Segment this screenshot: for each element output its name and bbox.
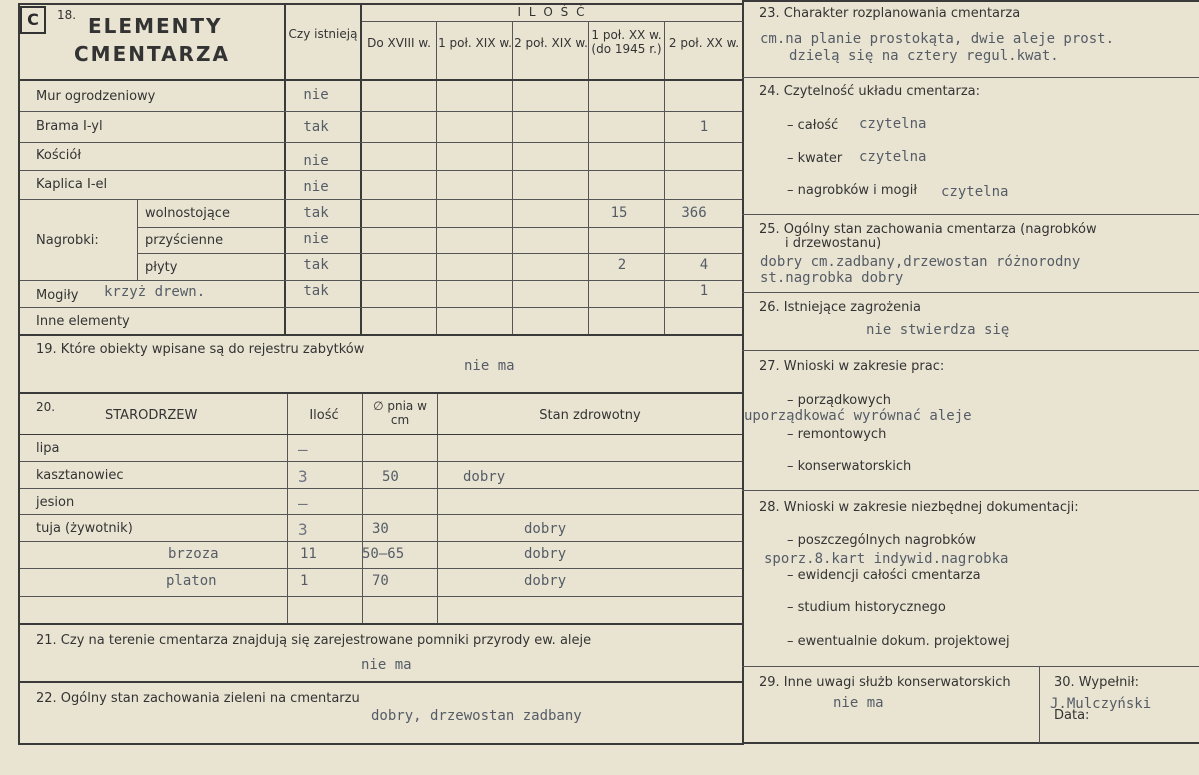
period-col-3: 2 poł. XIX w.	[514, 36, 588, 50]
q25-label2: i drzewostanu)	[785, 236, 882, 251]
q27-item-porzadkowych: – porządkowych	[787, 393, 891, 408]
qty-wolno-xx1: 15	[610, 205, 628, 221]
exists-przyscienne: nie	[303, 231, 329, 247]
q26-answer: nie stwierdza się	[866, 322, 1010, 338]
q28-label: 28. Wnioski w zakresie niezbędnej dokumentacji:	[759, 500, 1079, 515]
q27-item-remontowych: – remontowych	[787, 427, 887, 442]
q28-item-studium: – studium historycznego	[787, 600, 946, 615]
exists-kaplica: nie	[303, 179, 329, 195]
q23-line2: dzielą się na cztery regul.kwat.	[789, 48, 1059, 64]
section-c-marker: C	[20, 6, 46, 34]
exists-wolnostojace: tak	[303, 205, 329, 221]
col-exists-header: Czy istnieją	[288, 27, 358, 41]
row-label-inne: Inne elementy	[36, 314, 130, 329]
q29-label: 29. Inne uwagi służb konserwatorskich	[759, 675, 1011, 690]
q24-answer-nagrobkow: czytelna	[941, 184, 1009, 200]
q24-label: 24. Czytelność układu cmentarza:	[759, 84, 981, 99]
tree-tuja-count: 3	[298, 520, 308, 539]
tree-jesion: jesion	[36, 495, 75, 510]
q30-label: 30. Wypełnił:	[1054, 675, 1139, 690]
exists-mur: nie	[303, 87, 329, 103]
q19-answer: nie ma	[464, 358, 515, 374]
tree-brzoza: brzoza	[168, 546, 219, 562]
qty-wolno-xx2: 366	[681, 205, 707, 221]
section-number: 18.	[57, 8, 77, 22]
tree-platon-diam: 70	[372, 573, 389, 589]
qty-plyty-xx1: 2	[617, 257, 627, 273]
q28-item-projektowej: – ewentualnie dokum. projektowej	[787, 634, 1010, 649]
q22-label: 22. Ogólny stan zachowania zieleni na cmentarzu	[36, 691, 360, 706]
q20-col-diam: ∅ pnia w cm	[373, 399, 427, 427]
qty-mogily-xx2: 1	[699, 283, 709, 299]
q20-col-count: Ilość	[309, 408, 339, 423]
tree-jesion-count: –	[298, 494, 308, 513]
q19-label: 19. Które obiekty wpisane są do rejestru zabytków	[36, 342, 365, 357]
row-label-brama: Brama I-yl	[36, 119, 103, 134]
exists-kosciol: nie	[303, 153, 329, 169]
title-line2: CMENTARZA	[74, 42, 230, 66]
row-label-wolnostojace: wolnostojące	[145, 206, 230, 221]
row-label-przyscienne: przyścienne	[145, 233, 224, 248]
q24-item-calosc: – całość	[787, 118, 839, 133]
q28-answer: sporz.8.kart indywid.nagrobka	[764, 551, 1009, 567]
q27-label: 27. Wnioski w zakresie prac:	[759, 359, 945, 374]
row-label-plyty: płyty	[145, 260, 178, 275]
tree-lipa: lipa	[36, 441, 60, 456]
tree-brzoza-diam: 50–65	[362, 546, 405, 562]
period-col-1: Do XVIII w.	[367, 36, 431, 50]
q27-answer: uporządkować wyrównać aleje	[744, 408, 972, 424]
q20-number: 20.	[36, 400, 56, 414]
q24-answer-calosc: czytelna	[859, 116, 927, 132]
tree-kasztanowiec-diam: 50	[382, 469, 399, 485]
q24-answer-kwater: czytelna	[859, 149, 927, 165]
tree-kasztanowiec-health: dobry	[463, 469, 506, 485]
row-label-kaplica: Kaplica I-el	[36, 177, 108, 192]
tree-platon: platon	[166, 573, 217, 589]
q28-item-nagrobkow: – poszczególnych nagrobków	[787, 533, 977, 548]
q24-item-kwater: – kwater	[787, 151, 843, 166]
q24-item-nagrobkow: – nagrobków i mogił	[787, 183, 918, 198]
q30-date: Data:	[1054, 708, 1090, 723]
q21-label: 21. Czy na terenie cmentarza znajdują się zarejestrowane pomniki przyrody ew. aleje	[36, 633, 592, 648]
tree-brzoza-count: 11	[300, 546, 317, 562]
q22-answer: dobry, drzewostan zadbany	[371, 708, 582, 724]
title-line1: ELEMENTY	[88, 14, 223, 38]
ilosc-header: I L O Ś Ć	[517, 5, 587, 19]
tree-tuja-health: dobry	[524, 521, 567, 537]
qty-brama-xx2: 1	[699, 119, 709, 135]
q23-line1: cm.na planie prostokąta, dwie aleje prost.	[760, 31, 1115, 47]
q20-col-health: Stan zdrowotny	[539, 408, 641, 423]
tree-kasztanowiec: kasztanowiec	[36, 468, 124, 483]
exists-brama: tak	[303, 119, 329, 135]
qty-plyty-xx2: 4	[699, 257, 709, 273]
q25-line2: st.nagrobka dobry	[760, 270, 904, 286]
tree-tuja: tuja (żywotnik)	[36, 521, 133, 536]
row-label-mur: Mur ogrodzeniowy	[36, 89, 156, 104]
q29-answer: nie ma	[833, 695, 884, 711]
q30-name: J.Mulczyński	[1050, 696, 1152, 712]
q25-label: 25. Ogólny stan zachowania cmentarza (nagrobków	[759, 222, 1097, 237]
mogily-extra: krzyż drewn.	[104, 284, 206, 300]
exists-mogily: tak	[303, 283, 329, 299]
row-label-kosciol: Kościół	[36, 148, 82, 163]
q23-label: 23. Charakter rozplanowania cmentarza	[759, 6, 1021, 21]
tree-lipa-count: –	[298, 440, 308, 459]
exists-plyty: tak	[303, 257, 329, 273]
q25-line1: dobry cm.zadbany,drzewostan różnorodny	[760, 254, 1081, 270]
q26-label: 26. Istniejące zagrożenia	[759, 300, 921, 315]
period-col-2: 1 poł. XIX w.	[438, 36, 512, 50]
period-col-4: 1 poł. XX w. (do 1945 r.)	[591, 28, 662, 56]
q21-answer: nie ma	[361, 657, 412, 673]
period-col-5: 2 poł. XX w.	[668, 36, 740, 50]
row-label-mogily: Mogiły	[36, 288, 79, 303]
q20-title: STARODRZEW	[105, 408, 198, 423]
q28-item-ewidencji: – ewidencji całości cmentarza	[787, 568, 981, 583]
tree-tuja-diam: 30	[372, 521, 389, 537]
tree-brzoza-health: dobry	[524, 546, 567, 562]
tree-kasztanowiec-count: 3	[298, 467, 308, 486]
tree-platon-count: 1	[300, 573, 309, 589]
nagrobki-label: Nagrobki:	[36, 233, 99, 248]
tree-platon-health: dobry	[524, 573, 567, 589]
q27-item-konserwatorskich: – konserwatorskich	[787, 459, 912, 474]
